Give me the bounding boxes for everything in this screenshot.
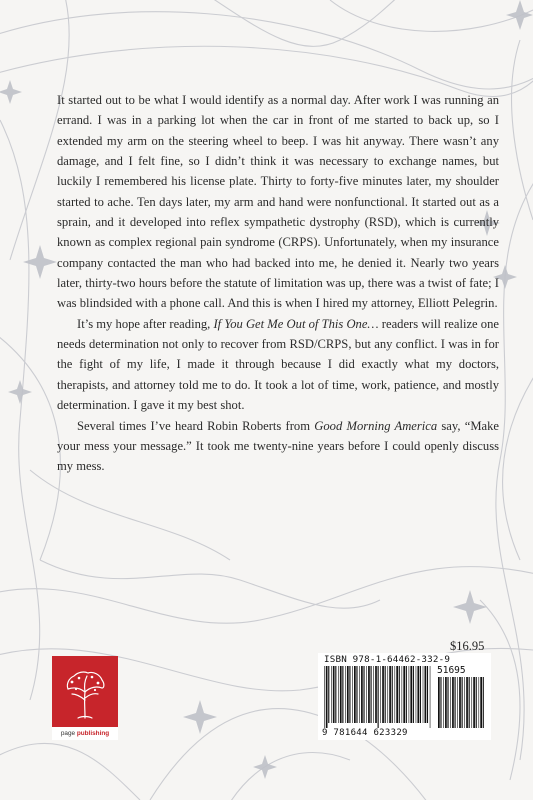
barcode-bar: [450, 677, 451, 728]
barcode-bar: [447, 677, 448, 728]
barcode-bar: [389, 666, 391, 723]
barcode-bar: [354, 666, 356, 723]
barcode-bar: [375, 666, 377, 723]
ean-digits: 9 781644 623329: [322, 728, 408, 738]
barcode-bar: [335, 666, 336, 723]
publisher-name-part1: page: [60, 730, 76, 737]
barcode-bar: [402, 666, 403, 723]
barcode-bar: [455, 677, 456, 728]
barcode-bar: [359, 666, 360, 723]
blurb-paragraph-1: [57, 90, 499, 314]
barcode-bar: [368, 666, 370, 723]
barcode-bar: [366, 666, 367, 723]
barcode-bar: [380, 666, 381, 723]
barcode-bar: [333, 666, 335, 723]
barcode-bar: [373, 666, 374, 723]
barcode-bar: [459, 677, 461, 728]
barcode-bar: [392, 666, 393, 723]
barcode-supplement-number: 51695: [437, 665, 466, 676]
barcode-bar: [430, 666, 431, 728]
paragraph-1-text: It started out to be what I would identify as a normal day. After work I was running an errand. I was in a parking lot when the car in front of me started to back up, so I extended my arm on the steering wheel to beep. I was hit anyway. There wasn’t any damage, and I felt fine, so I didn’t think it was necessary to exchange names, but luckily I remembered his license plate. Thirty to forty-five minutes later, my shoulder started to ache. Ten days later, my arm and hand were nonfunctional. It started out as a sprain, and it developed into reflex sympathetic dystrophy (RSD), which is currently known as complex regional pain syndrome (CRPS). Unfortunately, when my insurance company contacted the man who had backed into me, he denied it. Nearly two years later, thirty-two hours before the statute of limitation was up, there was a twist of fate; I was blindsided with a phone call. And this is when I hired my attorney, Elliott Pelegrin.: [57, 93, 499, 311]
barcode-bar: [464, 677, 465, 728]
paragraph-2-text-a: It’s my hope after reading,: [77, 316, 214, 331]
tree-icon: [52, 656, 118, 727]
barcode-bar: [331, 666, 332, 723]
barcode-bar: [462, 677, 463, 728]
barcode-bar: [420, 666, 421, 723]
barcode-bar: [395, 666, 396, 723]
barcode-bar: [425, 666, 427, 723]
barcode-bar: [480, 677, 482, 728]
barcode-bar: [324, 666, 325, 728]
barcode-bar: [417, 666, 419, 723]
barcode-bar: [471, 677, 472, 728]
barcode-bar: [326, 666, 328, 728]
barcode-bar: [438, 677, 440, 728]
barcode-bar: [427, 666, 428, 723]
barcode-bar: [363, 666, 364, 723]
barcode-bar: [413, 666, 414, 723]
barcode-bar: [452, 677, 454, 728]
barcode-bar: [349, 666, 350, 723]
barcode-supplement-bars: [438, 677, 484, 728]
book-title-italic: If You Get Me Out of This One…: [213, 316, 379, 331]
paragraph-3-text-a: Several times I’ve heard Robin Roberts from: [77, 418, 315, 433]
barcode-bar: [396, 666, 398, 723]
isbn-label: ISBN 978-1-64462-332-9: [324, 654, 451, 665]
show-title-italic: Good Morning America: [314, 418, 438, 433]
barcode-bar: [338, 666, 339, 723]
barcode-bar: [340, 666, 342, 723]
blurb-paragraph-2: [57, 314, 499, 416]
barcode-bar: [347, 666, 349, 723]
paragraph-2-text-b: readers will realize one needs determination not only to recover from RSD/CRPS, but any conflict. I was in for the fight of my life, I made it through because I did exactly what my doctors, therapists, and attorney told me to do. It took a lot of time, work, patience, and mostly determination. I gave it my best shot.: [57, 316, 499, 413]
barcode-bar: [457, 677, 458, 728]
barcode-bar: [356, 666, 357, 723]
barcode-bar: [378, 666, 379, 728]
barcode-bar: [342, 666, 343, 723]
barcode-bar: [399, 666, 400, 723]
barcode-bar: [371, 666, 372, 723]
barcode-bar: [382, 666, 384, 723]
back-cover-blurb: [57, 90, 499, 477]
barcode-bar: [361, 666, 363, 723]
barcode-bar: [409, 666, 410, 723]
barcode-bar: [385, 666, 386, 723]
barcode-block: [318, 653, 491, 740]
barcode-bar: [406, 666, 407, 723]
barcode-bar: [443, 677, 444, 728]
blurb-paragraph-3: [57, 416, 499, 477]
publisher-logo: [52, 656, 118, 740]
barcode-bar: [403, 666, 405, 723]
barcode-bar: [352, 666, 353, 723]
barcode-bar: [469, 677, 470, 728]
barcode-bar: [440, 677, 441, 728]
barcode-bar: [466, 677, 468, 728]
barcode-bars: [324, 666, 432, 728]
barcode-bar: [473, 677, 475, 728]
barcode-bar: [483, 677, 484, 728]
barcode-bar: [328, 666, 329, 723]
publisher-name-part2: publishing: [76, 730, 110, 737]
paragraph-3-text-b: say, “Make your mess your message.” It took me twenty-nine years before I could openly discuss my mess.: [57, 418, 499, 474]
publisher-name: [52, 727, 118, 740]
barcode-bar: [445, 677, 447, 728]
price-label: $16.95: [450, 639, 485, 653]
barcode-bar: [387, 666, 388, 723]
barcode-bar: [423, 666, 424, 723]
barcode-bar: [345, 666, 346, 723]
barcode-bar: [416, 666, 417, 723]
barcode-bar: [410, 666, 412, 723]
barcode-bar: [476, 677, 477, 728]
barcode-bar: [479, 677, 480, 728]
